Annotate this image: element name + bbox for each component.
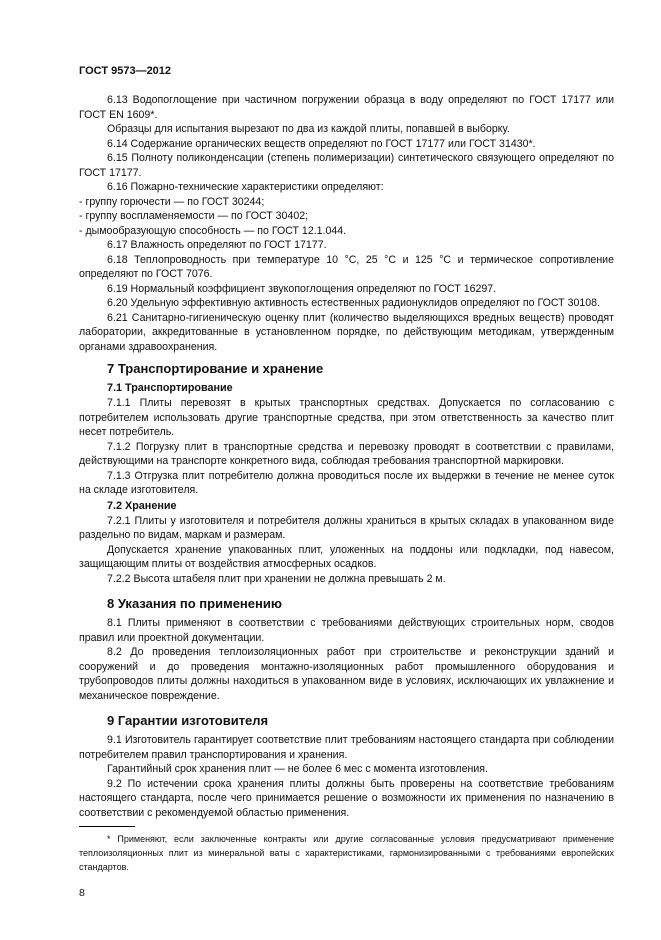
paragraph: 6.21 Санитарно-гигиеническую оценку плит (количество выделяющихся вредных веществ) проводят лаборатории, аккредитованные в установленном порядке, по действующим методикам, утвержденным органами здравоохранения. [79,311,614,353]
section-8-heading: 8 Указания по применению [107,596,282,611]
subsection-7-2-body [79,514,614,587]
paragraph: 9.1 Изготовитель гарантирует соответствие плит требованиям настоящего стандарта при соблюдении потребителем правил транспортирования и хранения. [79,734,614,761]
section-8 [79,596,614,703]
paragraph: 6.18 Теплопроводность при температуре 10 °С, 25 °С и 125 °С и термическое сопротивление определяют по ГОСТ 7076. [79,253,614,280]
paragraph: Гарантийный срок хранения плит — не более 6 мес с момента изготовления. [107,763,488,775]
list-item: - дымообразующую способность — по ГОСТ 12.1.044. [79,224,347,237]
list-item: - группу горючести — по ГОСТ 30244; [79,195,265,208]
page-number: 8 [79,887,85,899]
paragraph: 6.16 Пожарно-технические характеристики определяют: [107,181,384,193]
section-6-body [79,93,614,354]
footnote: * Применяют, если заключенные контракты или другие согласованные условия предусматривают применение теплоизоляционных плит из минеральной ваты с характеристиками, гармонизированными с требованиями европейских стандартов. [79,834,614,872]
paragraph: 6.17 Влажность определяют по ГОСТ 17177. [107,239,327,251]
paragraph: 7.1.2 Погрузку плит в транспортные средства и перевозку проводят в соответствии с правилами, действующими на транспорте конкретного вида, соблюдая требования транспортной маркировки. [79,440,614,467]
paragraph: 6.20 Удельную эффективную активность естественных радионуклидов определяют по ГОСТ 30108. [107,297,600,309]
section-9-heading: 9 Гарантии изготовителя [107,713,269,728]
paragraph: 9.2 По истечении срока хранения плиты должны быть проверены на соответствие требованиям настоящего стандарта, после чего принимается решение о возможности их применения по назначению в соответствии с рекомендуемой областью применения. [79,777,614,819]
paragraph: 6.19 Нормальный коэффициент звукопоглощения определяют по ГОСТ 16297. [107,282,497,295]
paragraph: 6.15 Полноту поликонденсации (степень полимеризации) синтетического связующего определяют по ГОСТ 17177. [79,152,614,179]
paragraph: 6.13 Водопоглощение при частичном погружении образца в воду определяют по ГОСТ 17177 или ГОСТ EN 1609*. [79,94,614,121]
footnote-separator [79,826,135,827]
document-header: ГОСТ 9573—2012 [79,65,172,77]
paragraph: 7.2.1 Плиты у изготовителя и потребителя должны храниться в крытых складах в упакованном виде раздельно по видам, маркам и размерам. [79,514,614,541]
subsection-7-2-heading: 7.2 Хранение [107,499,177,512]
section-8-body [79,616,614,703]
section-9-body [79,733,614,820]
paragraph: 6.14 Содержание органических веществ определяют по ГОСТ 17177 или ГОСТ 31430*. [107,137,536,150]
paragraph: 7.1.1 Плиты перевозят в крытых транспортных средствах. Допускается по согласованию с потребителем использовать другие транспортные средства, при этом ответственность за качество плит несет потребитель. [79,397,614,438]
section-9 [79,713,614,820]
subsection-7-1-heading: 7.1 Транспортирование [107,382,233,394]
paragraph: 7.2.2 Высота штабеля плит при хранении не должна превышать 2 м. [107,572,446,585]
paragraph: 7.1.3 Отгрузка плит потребителю должна проводиться после их выдержки в течение не менее суток на складе изготовителя. [79,469,614,496]
paragraph: 8.1 Плиты применяют в соответствии с требованиями действующих строительных норм, сводов правил или проектной документации. [79,617,614,644]
list-item: - группу воспламеняемости — по ГОСТ 30402; [79,210,309,222]
section-7 [79,361,614,586]
section-7-heading: 7 Транспортирование и хранение [107,361,324,376]
paragraph: Образцы для испытания вырезают по два из каждой плиты, попавшей в выборку. [107,123,510,135]
subsection-7-1-body [79,396,614,498]
paragraph: 8.2 До проведения теплоизоляционных работ при строительстве и реконструкции зданий и сооружений и до проведения монтажно-изоляционных работ промышленного оборудования и трубопроводов плиты должны находиться в упакованном виде в условиях, исключающих их увлажнение и механическое повреждение. [79,646,614,702]
document-page [79,0,614,940]
paragraph: Допускается хранение упакованных плит, уложенных на поддоны или подкладки, под навесом, защищающим плиты от воздействия атмосферных осадков. [79,543,614,570]
